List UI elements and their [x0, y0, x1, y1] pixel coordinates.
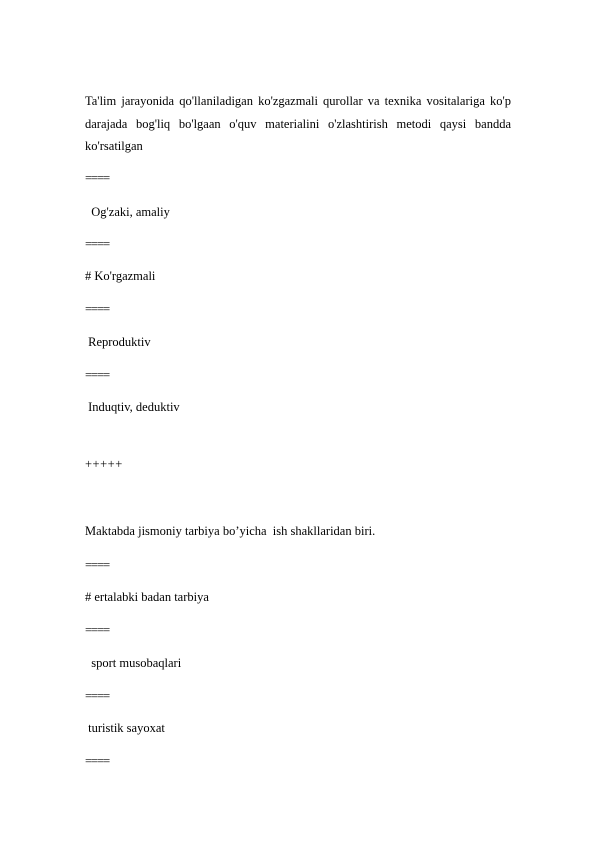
question-1-line-1: Ta'lim jarayonida qo'llaniladigan ko'zgazmali qurollar va texnika vositalariga ko'p [85, 94, 511, 108]
separator: ==== [85, 623, 110, 637]
question-1-text [85, 90, 511, 158]
answer-option-3: Reproduktiv [85, 335, 151, 349]
separator: ==== [85, 237, 110, 251]
separator: ==== [85, 171, 110, 185]
question-divider: +++++ [85, 457, 123, 471]
answer-option-2-correct: # Ko'rgazmali [85, 269, 156, 283]
separator: ==== [85, 368, 110, 382]
question-2-text: Maktabda jismoniy tarbiya bo’yicha ish shakllaridan biri. [85, 524, 376, 538]
separator: ==== [85, 689, 110, 703]
question-1-line-3: ko'rsatilgan [85, 139, 143, 153]
answer-option-3: turistik sayoxat [85, 721, 165, 735]
separator: ==== [85, 302, 110, 316]
question-1-line-2: darajada bog'liq bo'lgaan o'quv materialini o'zlashtirish metodi qaysi bandda [85, 116, 511, 131]
answer-option-1-correct: # ertalabki badan tarbiya [85, 590, 209, 604]
separator: ==== [85, 558, 110, 572]
answer-option-2: sport musobaqlari [85, 656, 182, 670]
answer-option-4: Induqtiv, deduktiv [85, 400, 180, 414]
answer-option-1: Og'zaki, amaliy [85, 205, 170, 219]
separator: ==== [85, 754, 110, 768]
